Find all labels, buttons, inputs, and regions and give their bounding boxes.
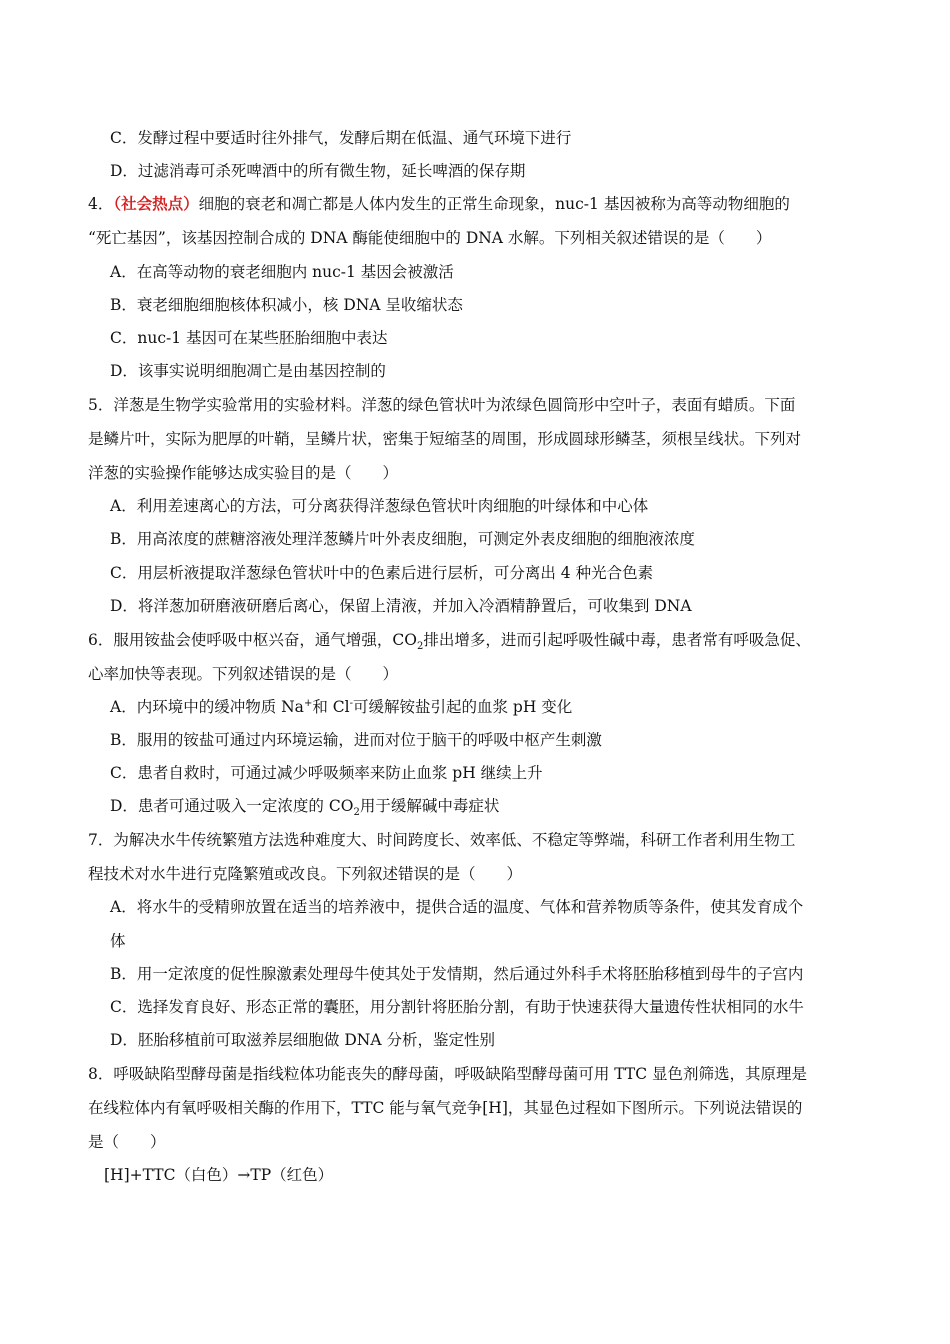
q4-option-b: B．衰老细胞细胞核体积减小，核 DNA 呈收缩状态 bbox=[110, 296, 463, 314]
q7-stem-line2: 程技术对水牛进行克隆繁殖或改良。下列叙述错误的是（ ） bbox=[88, 865, 523, 883]
q6-cl-superscript: - bbox=[349, 697, 353, 709]
q5-stem-line3: 洋葱的实验操作能够达成实验目的是（ ） bbox=[88, 464, 399, 482]
q4-option-c: C．nuc-1 基因可在某些胚胎细胞中表达 bbox=[110, 329, 388, 347]
q3-option-d: D．过滤消毒可杀死啤酒中的所有微生物，延长啤酒的保存期 bbox=[110, 162, 526, 180]
q7-stem-line1: 7．为解决水牛传统繁殖方法选种难度大、时间跨度长、效率低、不稳定等弊端，科研工作者利用生物工 bbox=[88, 831, 796, 849]
q6-option-d-subscript: 2 bbox=[353, 807, 360, 819]
q6-option-d bbox=[110, 795, 499, 817]
q6-stem-line1 bbox=[88, 629, 811, 651]
q5-option-b: B．用高浓度的蔗糖溶液处理洋葱鳞片叶外表皮细胞，可测定外表皮细胞的细胞液浓度 bbox=[110, 530, 695, 548]
q5-option-d: D．将洋葱加研磨液研磨后离心，保留上清液，并加入冷酒精静置后，可收集到 DNA bbox=[110, 597, 692, 615]
q6-option-a-text2: 和 Cl bbox=[312, 698, 350, 716]
q3-option-c: C．发酵过程中要适时往外排气，发酵后期在低温、通气环境下进行 bbox=[110, 129, 572, 147]
q4-option-a: A．在高等动物的衰老细胞内 nuc-1 基因会被激活 bbox=[110, 263, 454, 281]
q4-stem-text: 细胞的衰老和凋亡都是人体内发生的正常生命现象，nuc-1 基因被称为高等动物细胞的 bbox=[198, 195, 790, 213]
q8-stem-line1: 8．呼吸缺陷型酵母菌是指线粒体功能丧失的酵母菌，呼吸缺陷型酵母菌可用 TTC 显色剂筛选，其原理是 bbox=[88, 1065, 808, 1083]
q7-option-c: C．选择发育良好、形态正常的囊胚，用分割针将胚胎分割，有助于快速获得大量遗传性状相同的水牛 bbox=[110, 998, 804, 1016]
q5-stem-line2: 是鳞片叶，实际为肥厚的叶鞘，呈鳞片状，密集于短缩茎的周围，形成圆球形鳞茎，须根呈线状。下列对 bbox=[88, 430, 802, 448]
q8-stem-line2: 在线粒体内有氧呼吸相关酶的作用下，TTC 能与氧气竞争[H]，其显色过程如下图所示。下列说法错误的 bbox=[88, 1099, 803, 1117]
q4-stem-line2: “死亡基因”，该基因控制合成的 DNA 酶能使细胞中的 DNA 水解。下列相关叙述错误的是（ ） bbox=[88, 229, 772, 247]
q7-option-a-line1: A．将水牛的受精卵放置在适当的培养液中，提供合适的温度、气体和营养物质等条件，使其发育成个 bbox=[110, 898, 804, 916]
q4-stem-line1 bbox=[88, 193, 790, 215]
q8-stem-line3: 是（ ） bbox=[88, 1133, 166, 1151]
q6-option-a-text3: 可缓解铵盐引起的血浆 pH 变化 bbox=[352, 698, 573, 716]
q5-option-a: A．利用差速离心的方法，可分离获得洋葱绿色管状叶肉细胞的叶绿体和中心体 bbox=[110, 497, 649, 515]
q7-option-b: B．用一定浓度的促性腺激素处理母牛使其处于发情期，然后通过外科手术将胚胎移植到母牛的子宫内 bbox=[110, 965, 804, 983]
q4-option-d: D．该事实说明细胞凋亡是由基因控制的 bbox=[110, 362, 386, 380]
q5-stem-line1: 5．洋葱是生物学实验常用的实验材料。洋葱的绿色管状叶为浓绿色圆筒形中空叶子，表面有蜡质。下面 bbox=[88, 396, 796, 414]
q6-stem-text-a: 6．服用铵盐会使呼吸中枢兴奋，通气增强，CO bbox=[88, 631, 417, 649]
q6-option-d-text1: D．患者可通过吸入一定浓度的 CO bbox=[110, 797, 354, 815]
q4-number: 4． bbox=[88, 195, 114, 213]
q6-co2-subscript: 2 bbox=[416, 641, 424, 653]
q5-option-c: C．用层析液提取洋葱绿色管状叶中的色素后进行层析，可分离出 4 种光合色素 bbox=[110, 564, 654, 582]
q6-na-superscript: + bbox=[303, 697, 313, 709]
q7-option-a-line2: 体 bbox=[110, 932, 126, 950]
q6-option-a bbox=[110, 696, 572, 718]
q7-option-d: D．胚胎移植前可取滋养层细胞做 DNA 分析，鉴定性别 bbox=[110, 1031, 495, 1049]
q6-option-b: B．服用的铵盐可通过内环境运输，进而对位于脑干的呼吸中枢产生刺激 bbox=[110, 731, 602, 749]
q6-option-a-text1: A．内环境中的缓冲物质 Na bbox=[110, 698, 304, 716]
q6-stem-line2: 心率加快等表现。下列叙述错误的是（ ） bbox=[88, 665, 399, 683]
q6-stem-text-b: 排出增多，进而引起呼吸性碱中毒，患者常有呼吸急促、 bbox=[423, 631, 811, 649]
q8-formula: [H]+TTC（白色）→TP（红色） bbox=[104, 1166, 334, 1184]
q6-option-c: C．患者自救时，可通过减少呼吸频率来防止血浆 pH 继续上升 bbox=[110, 764, 543, 782]
q4-hot-tag: （社会热点） bbox=[113, 194, 199, 213]
q6-option-d-text2: 用于缓解碱中毒症状 bbox=[359, 797, 500, 815]
